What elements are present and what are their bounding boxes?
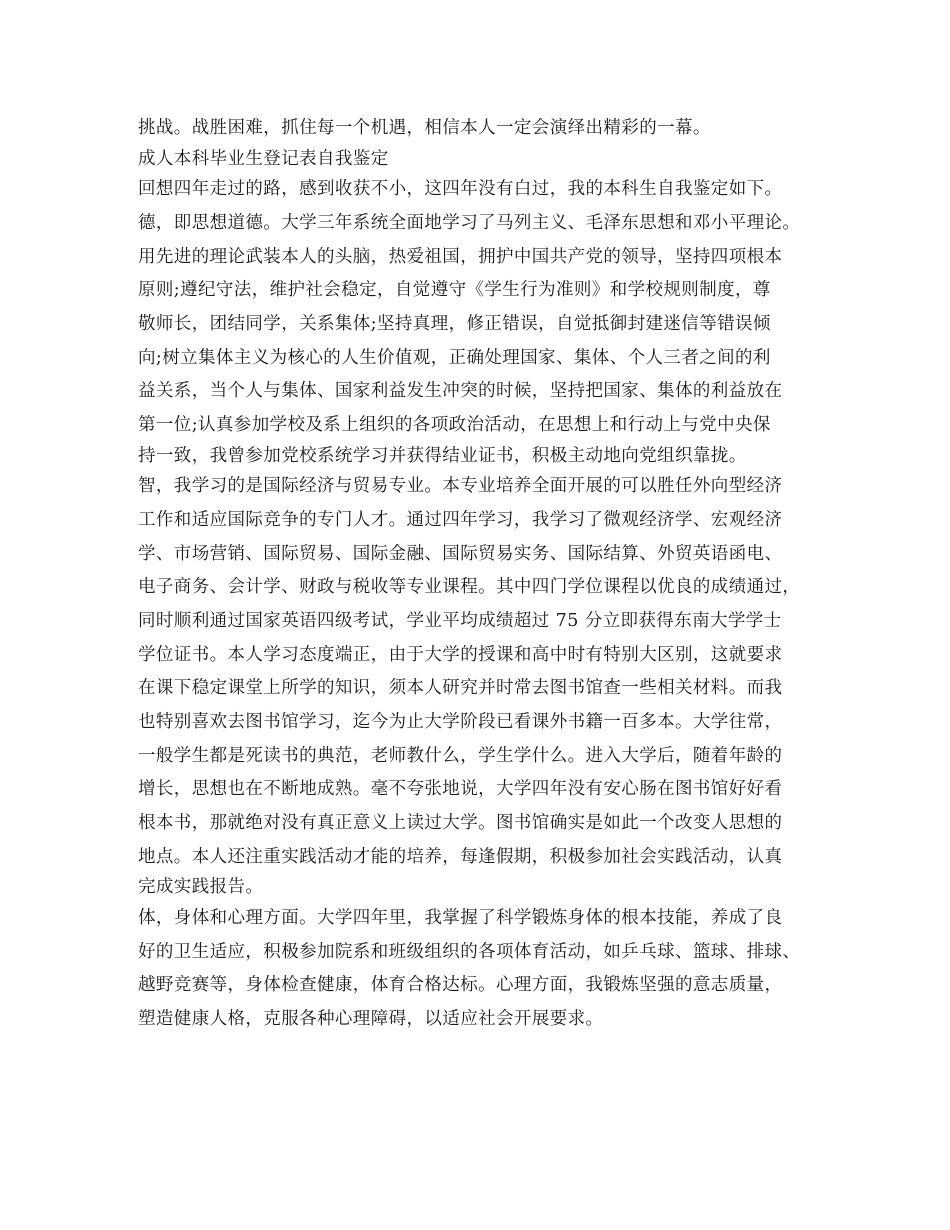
text-line: 德，即思想道德。大学三年系统全面地学习了马列主义、毛泽东思想和邓小平理论。	[138, 212, 801, 233]
text-line: 体，身体和心理方面。大学四年里，我掌握了科学锻炼身体的根本技能，养成了良	[138, 907, 783, 928]
text-line: 越野竞赛等，身体检查健康，体育合格达标。心理方面，我锻炼坚强的意志质量，	[138, 975, 783, 996]
text-line: 持一致，我曾参加党校系统学习并获得结业证书，积极主动地向党组织靠拢。	[138, 445, 747, 466]
text-line: 原则;遵纪守法，维护社会稳定，自觉遵守《学生行为准则》和学校规则制度，尊	[138, 280, 771, 301]
text-line: 塑造健康人格，克服各种心理障碍，以适应社会开展要求。	[138, 1009, 604, 1029]
text-line: 挑战。战胜困难，抓住每一个机遇，相信本人一定会演绎出精彩的一幕。	[138, 118, 711, 138]
section-title: 成人本科毕业生登记表自我鉴定	[138, 148, 389, 169]
text-line: 完成实践报告。	[138, 877, 264, 898]
text-line: 地点。本人还注重实践活动才能的培养，每逢假期，积极参加社会实践活动，认真	[138, 846, 783, 867]
text-line: 益关系，当个人与集体、国家利益发生冲突的时候，坚持把国家、集体的利益放在	[138, 381, 783, 402]
text-line: 第一位;认真参加学校及系上组织的各项政治活动，在思想上和行动上与党中央保	[138, 415, 771, 435]
text-line: 向;树立集体主义为核心的人生价值观，正确处理国家、集体、个人三者之间的利	[138, 347, 771, 368]
text-line: 学位证书。本人学习态度端正，由于大学的授课和高中时有特别大区别，这就要求	[138, 644, 783, 665]
text-line: 也特别喜欢去图书馆学习，迄今为止大学阶段已看课外书籍一百多本。大学往常，	[138, 712, 783, 732]
text-line: 学、市场营销、国际贸易、国际金融、国际贸易实务、国际结算、外贸英语函电、	[138, 543, 783, 564]
text-line: 回想四年走过的路，感到收获不小，这四年没有白过，我的本科生自我鉴定如下。	[138, 179, 783, 200]
text-line: 工作和适应国际竞争的专门人才。通过四年学习，我学习了微观经济学、宏观经济	[138, 509, 783, 530]
text-line: 根本书，那就绝对没有真正意义上读过大学。图书馆确实是如此一个改变人思想的	[138, 813, 783, 834]
text-line: 一般学生都是死读书的典范，老师教什么，学生学什么。进入大学后，随着年龄的	[138, 745, 783, 766]
text-line: 用先进的理论武装本人的头脑，热爱祖国，拥护中国共产党的领导，坚持四项根本	[138, 246, 783, 267]
document-body	[138, 112, 828, 1037]
text-line: 增长，思想也在不断地成熟。毫不夸张地说，大学四年没有安心肠在图书馆好好看	[138, 779, 783, 800]
text-line: 敬师长，团结同学，关系集体;坚持真理，修正错误，自觉抵御封建迷信等错误倾	[138, 313, 771, 334]
text-line: 电子商务、会计学、财政与税收等专业课程。其中四门学位课程以优良的成绩通过，	[138, 577, 801, 598]
text-line: 在课下稳定课堂上所学的知识，须本人研究并时常去图书馆查一些相关材料。而我	[138, 678, 783, 699]
text-line: 同时顺利通过国家英语四级考试，学业平均成绩超过 75 分立即获得东南大学学士	[138, 610, 782, 631]
text-line: 智，我学习的是国际经济与贸易专业。本专业培养全面开展的可以胜任外向型经济	[138, 476, 783, 497]
text-line: 好的卫生适应，积极参加院系和班级组织的各项体育活动，如乒乓球、篮球、排球、	[138, 941, 801, 962]
